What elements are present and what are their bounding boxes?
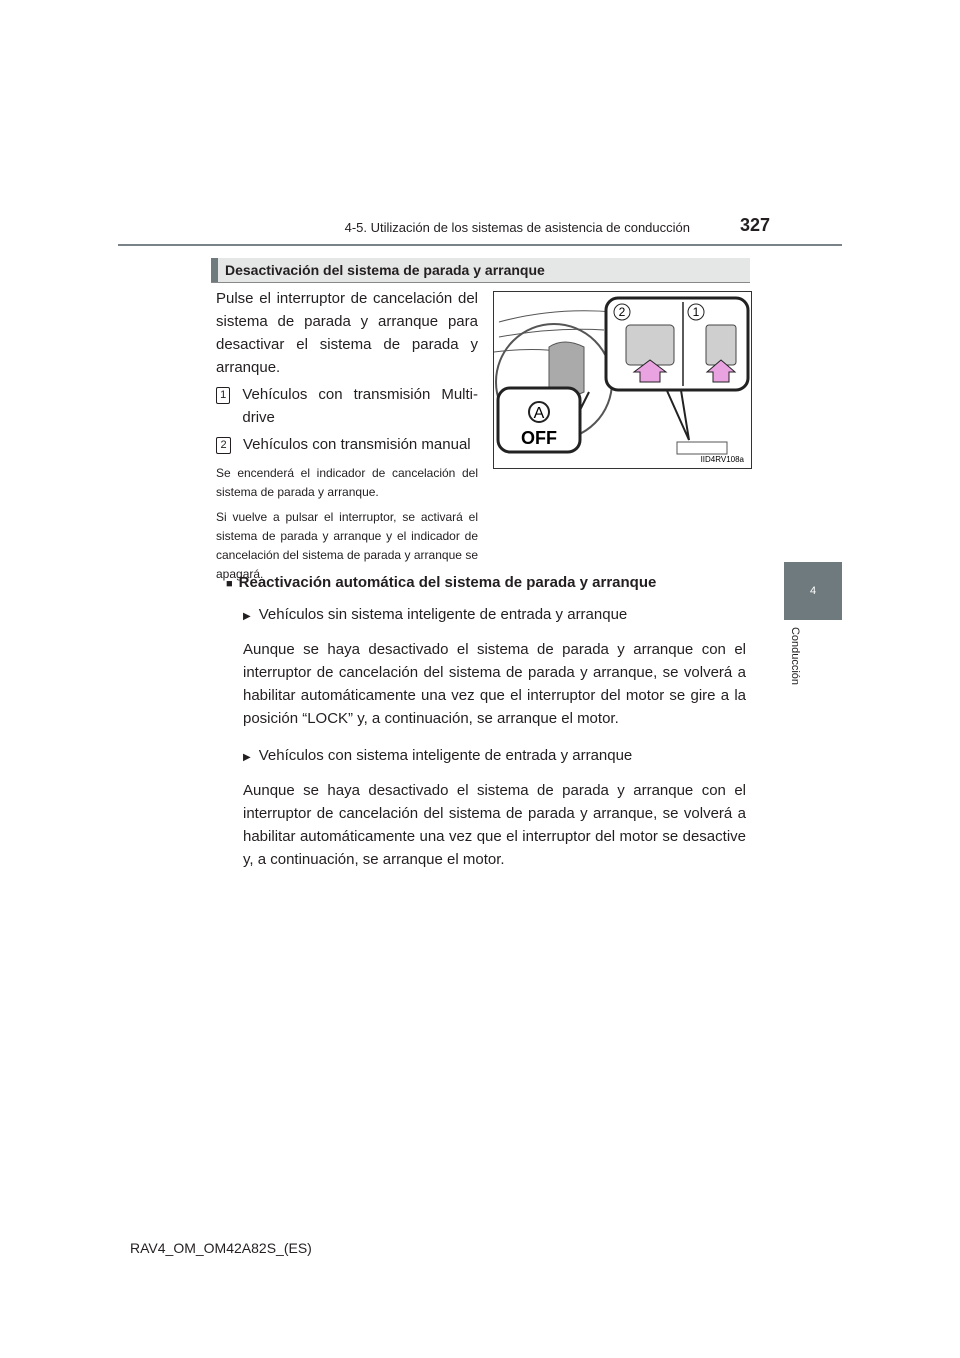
item-text: Vehículos con transmisión Multi-drive	[242, 386, 478, 426]
off-label: OFF	[521, 428, 557, 448]
list-item	[216, 433, 478, 456]
left-column	[216, 287, 478, 584]
square-bullet-icon: ■	[226, 578, 233, 590]
figure-switch-location	[493, 291, 752, 469]
auto-stop-icon-label: A	[533, 405, 545, 422]
section-heading	[211, 258, 750, 283]
item-number: 2	[216, 437, 231, 454]
callout-2: 2	[618, 305, 626, 319]
list-item	[216, 383, 478, 429]
figure-code: IID4RV108a	[700, 455, 744, 464]
case-title	[243, 603, 746, 628]
item-text: Vehículos con transmisión manual	[243, 436, 471, 453]
running-header: 4-5. Utilización de los sistemas de asistencia de conducción	[344, 220, 690, 235]
page-number: 327	[740, 215, 771, 235]
case-title-text: Vehículos con sistema inteligente de entrada y arranque	[258, 747, 633, 764]
subsection-title-text: Reactivación automática del sistema de parada y arranque	[238, 574, 657, 591]
section-title: Desactivación del sistema de parada y arranque	[225, 262, 545, 278]
subsection-title	[226, 574, 746, 591]
note: Si vuelve a pulsar el interruptor, se activará el sistema de parada y arranque y el indicador de cancelación del sistema de parada y arranque se apagará.	[216, 510, 478, 581]
subsection	[226, 574, 746, 871]
intro-text: Pulse el interruptor de cancelación del sistema de parada y arranque para desactivar el sistema de parada y arranque.	[216, 290, 478, 376]
chapter-tab: 4	[784, 562, 842, 620]
dashboard-illustration	[494, 292, 751, 468]
item-number: 1	[216, 387, 230, 404]
callout-1: 1	[692, 305, 700, 319]
footer-code: RAV4_OM_OM42A82S_(ES)	[130, 1240, 312, 1256]
chapter-label: Conducción	[789, 626, 801, 686]
case-title	[243, 744, 746, 769]
case-text: Aunque se haya desactivado el sistema de parada y arranque con el interruptor de cancelación del sistema de parada y arranque, se volverá a habilitar automáticamente una vez que el interruptor del motor se gire a la posición “LOCK” y, a continuación, se arranque el motor.	[243, 641, 746, 727]
triangle-bullet-icon: ▶	[243, 611, 251, 622]
note: Se encenderá el indicador de cancelación del sistema de parada y arranque.	[216, 466, 478, 499]
header-rule	[118, 244, 842, 246]
triangle-bullet-icon: ▶	[243, 752, 251, 763]
case-text: Aunque se haya desactivado el sistema de parada y arranque con el interruptor de cancelación del sistema de parada y arranque, se volverá a habilitar automáticamente una vez que el interruptor del motor se desactive y, a continuación, se arranque el motor.	[243, 782, 746, 868]
case-title-text: Vehículos sin sistema inteligente de entrada y arranque	[258, 606, 628, 623]
